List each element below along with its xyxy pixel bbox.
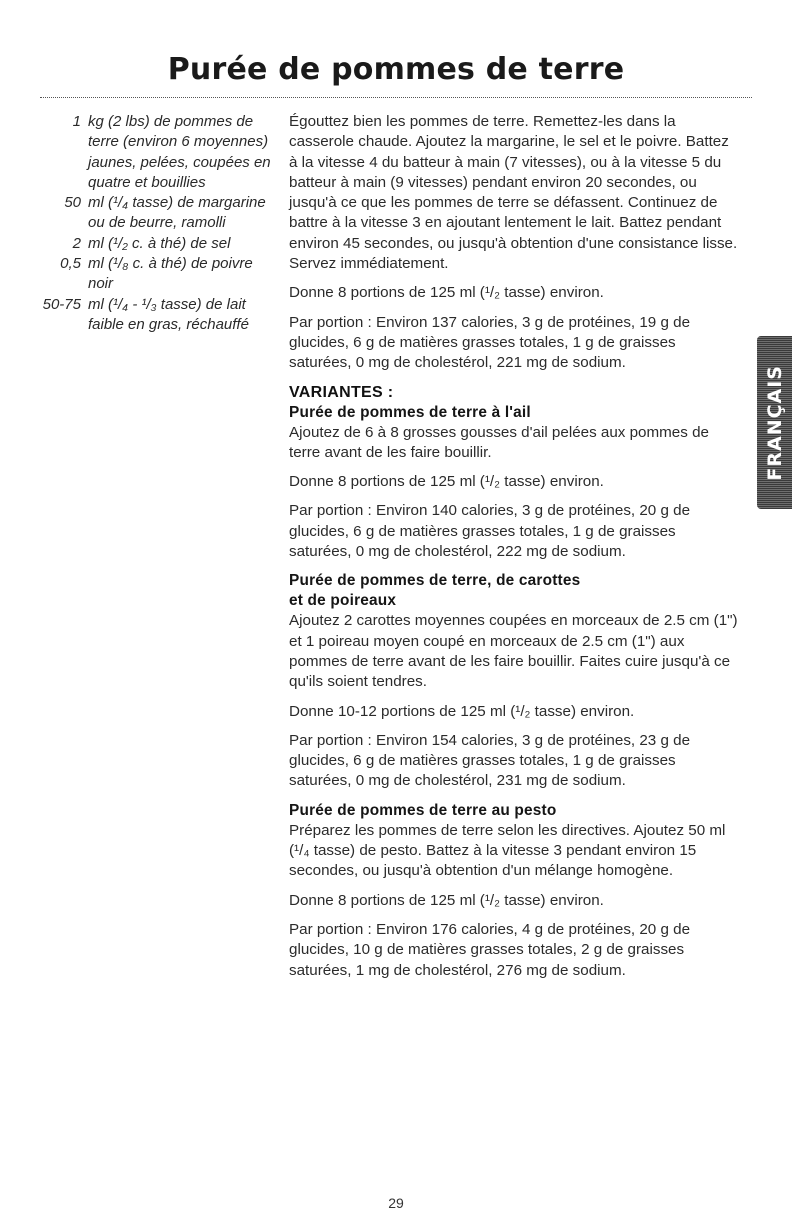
ingredient-item xyxy=(28,193,276,234)
variant-nutrition: Par portion : Environ 140 calories, 3 g de protéines, 20 g de glucides, 6 g de matières grasses totales, 1 g de graisses saturées, 0 mg de cholestérol, 222 mg de sodium. xyxy=(289,502,691,561)
variant-instructions: Ajoutez de 6 à 8 grosses gousses d'ail pelées aux pommes de terre avant de les faire bouillir. xyxy=(289,423,709,461)
recipe-body xyxy=(289,112,741,990)
variant-yield: Donne 8 portions de 125 ml (¹/₂ tasse) environ. xyxy=(289,891,604,909)
language-tab-label: FRANÇAIS xyxy=(763,364,786,481)
variants-heading: VARIANTES : xyxy=(289,383,394,401)
ingredient-text: ml (¹/₄ - ¹/₃ tasse) de lait faible en gras, réchauffé xyxy=(88,295,249,333)
variant-yield: Donne 10-12 portions de 125 ml (¹/₂ tasse) environ. xyxy=(289,702,635,720)
yield: Donne 8 portions de 125 ml (¹/₂ tasse) environ. xyxy=(289,284,604,302)
ingredient-text: ml (¹/₈ c. à thé) de poivre noir xyxy=(88,255,253,293)
variant-nutrition: Par portion : Environ 176 calories, 4 g de protéines, 20 g de glucides, 10 g de matières grasses totales, 2 g de graisses saturées, 1 mg de cholestérol, 276 mg de sodium. xyxy=(289,920,691,979)
page-title: Purée de pommes de terre xyxy=(167,52,625,87)
ingredient-quantity: 50 xyxy=(64,194,81,212)
variant-nutrition: Par portion : Environ 154 calories, 3 g de protéines, 23 g de glucides, 6 g de matières grasses totales, 1 g de graisses saturées, 0 mg de cholestérol, 231 mg de sodium. xyxy=(289,731,691,790)
variant-title: Purée de pommes de terre au pesto xyxy=(289,801,557,819)
ingredient-item xyxy=(28,295,276,336)
ingredient-text: ml (¹/₄ tasse) de margarine ou de beurre, ramolli xyxy=(88,194,266,232)
language-tab xyxy=(757,336,792,509)
instructions: Égouttez bien les pommes de terre. Remettez-les dans la casserole chaude. Ajoutez la margarine, le sel et le poivre. Battez à la vitesse 4 du batteur à main (7 vitesses), ou à la vitesse 5 du batteur à main (9 vitesses) pendant environ 20 secondes, ou jusqu'à ce que les pommes de terre se défassent. Continuez de battre à la vitesse 3 en ajoutant lentement le lait. Battez pendant environ 45 secondes, ou jusqu'à obtention d'une consistance lisse. Servez immédiatement. xyxy=(289,113,738,273)
ingredient-quantity: 0,5 xyxy=(60,255,81,273)
ingredient-quantity: 50-75 xyxy=(42,295,81,313)
variant-yield: Donne 8 portions de 125 ml (¹/₂ tasse) environ. xyxy=(289,473,604,491)
variant-title xyxy=(289,571,741,611)
nutrition: Par portion : Environ 137 calories, 3 g de protéines, 19 g de glucides, 6 g de matières grasses totales, 1 g de graisses saturées, 0 mg de cholestérol, 221 mg de sodium. xyxy=(289,313,691,372)
variant-title-line1: Purée de pommes de terre, de carottes xyxy=(289,572,581,590)
ingredient-quantity: 2 xyxy=(72,234,81,252)
ingredient-list xyxy=(28,112,276,335)
variant-title-line2: et de poireaux xyxy=(289,592,397,610)
page-number: 29 xyxy=(388,1195,404,1211)
ingredient-quantity: 1 xyxy=(72,113,81,130)
ingredient-item xyxy=(28,254,276,295)
title-divider xyxy=(40,97,752,98)
ingredient-text: kg (2 lbs) de pommes de terre (environ 6 moyennes) jaunes, pelées, coupées en quatre et bouillies xyxy=(88,113,271,191)
ingredient-item xyxy=(28,112,276,193)
variant-instructions: Ajoutez 2 carottes moyennes coupées en morceaux de 2.5 cm (1") et 1 poireau moyen coupé en morceaux de 2.5 cm (1") aux pommes de terre avant de les faire bouillir. Faites cuire jusqu'à ce qu'ils soient tendres. xyxy=(289,612,738,691)
ingredient-text: ml (¹/₂ c. à thé) de sel xyxy=(88,234,231,252)
variant-title: Purée de pommes de terre à l'ail xyxy=(289,403,531,421)
variant-instructions: Préparez les pommes de terre selon les directives. Ajoutez 50 ml (¹/₄ tasse) de pesto. Battez à la vitesse 3 pendant environ 15 secondes, ou jusqu'à obtention d'un mélange homogène. xyxy=(289,821,726,880)
ingredient-item xyxy=(28,234,276,254)
